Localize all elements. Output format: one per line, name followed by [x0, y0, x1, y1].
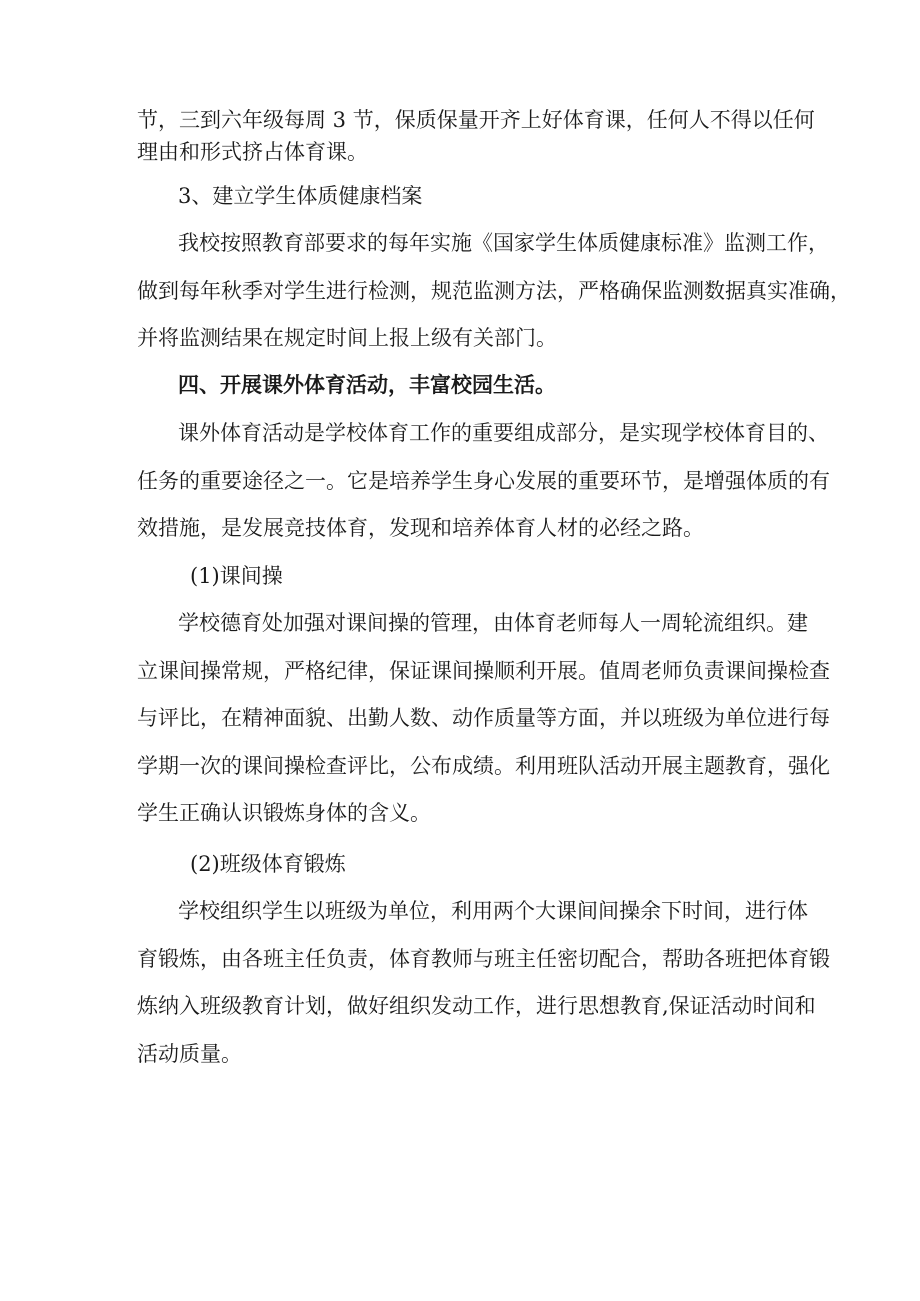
paragraph-line: 学生正确认识锻炼身体的含义。 [137, 801, 431, 825]
section-heading: 3、建立学生体质健康档案 [178, 184, 423, 208]
paragraph-line: 立课间操常规，严格纪律，保证课间操顺利开展。值周老师负责课间操检查 [137, 659, 830, 683]
paragraph-line: 学校德育处加强对课间操的管理，由体育老师每人一周轮流组织。建 [178, 611, 808, 635]
paragraph-line: 育锻炼，由各班主任负责，体育教师与班主任密切配合，帮助各班把体育锻 [137, 947, 830, 971]
paragraph-line: 炼纳入班级教育计划，做好组织发动工作，进行思想教育,保证活动时间和 [137, 994, 816, 1018]
subsection-heading: (2)班级体育锻炼 [190, 852, 346, 876]
paragraph-line: 与评比，在精神面貌、出勤人数、动作质量等方面，并以班级为单位进行每 [137, 706, 830, 730]
section-heading-bold: 四、开展课外体育活动，丰富校园生活。 [178, 372, 556, 397]
paragraph-line: 任务的重要途径之一。它是培养学生身心发展的重要环节，是增强体质的有 [137, 469, 830, 493]
paragraph-line: 学校组织学生以班级为单位，利用两个大课间间操余下时间，进行体 [178, 899, 808, 923]
paragraph-line: 学期一次的课间操检查评比，公布成绩。利用班队活动开展主题教育，强化 [137, 754, 830, 778]
paragraph-line: 并将监测结果在规定时间上报上级有关部门。 [137, 326, 557, 350]
paragraph-line: 理由和形式挤占体育课。 [137, 140, 368, 164]
subsection-heading: (1)课间操 [190, 564, 283, 588]
paragraph-line: 做到每年秋季对学生进行检测，规范监测方法，严格确保监测数据真实准确， [137, 279, 851, 303]
paragraph-line: 课外体育活动是学校体育工作的重要组成部分，是实现学校体育目的、 [178, 421, 829, 445]
paragraph-line: 我校按照教育部要求的每年实施《国家学生体质健康标准》监测工作， [178, 231, 829, 255]
paragraph-line: 效措施，是发展竞技体育，发现和培养体育人材的必经之路。 [137, 516, 704, 540]
paragraph-line: 节，三到六年级每周 3 节，保质保量开齐上好体育课，任何人不得以任何 [137, 108, 815, 132]
paragraph-line: 活动质量。 [137, 1042, 242, 1066]
